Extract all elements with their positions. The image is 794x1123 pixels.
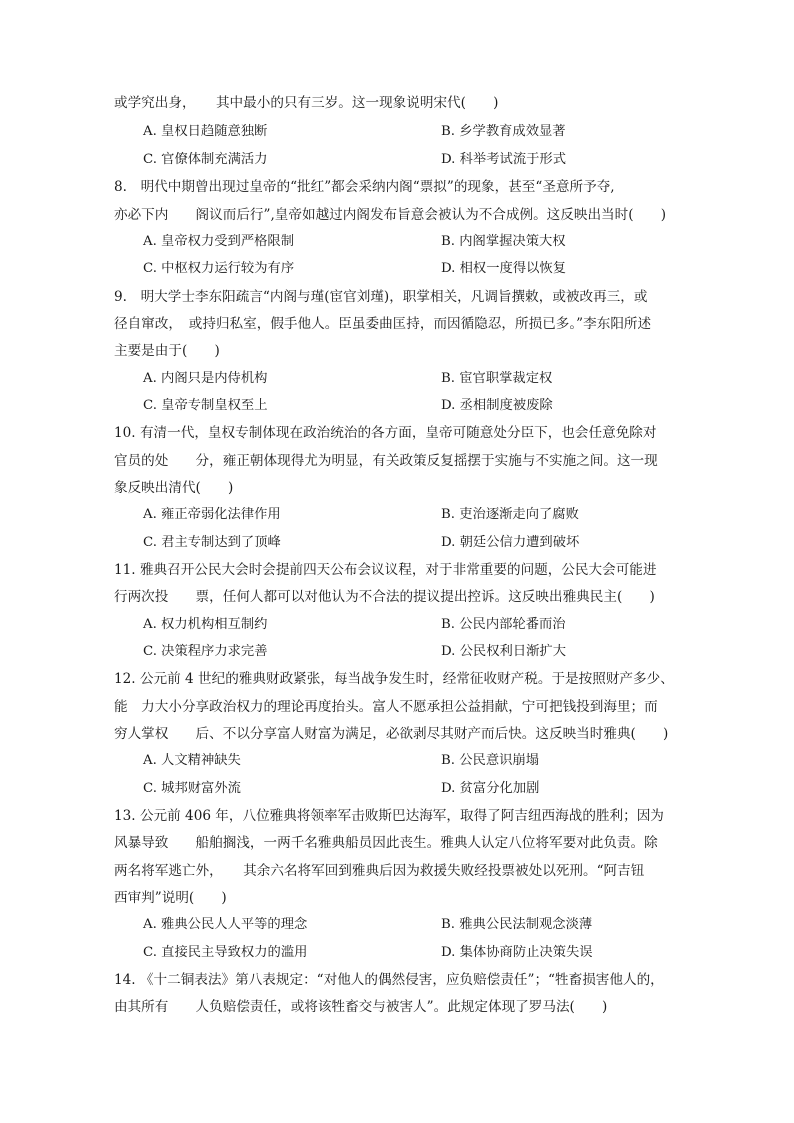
q13-option-c: C. 直接民主导致权力的滥用 [143,945,308,960]
q8-option-a: A. 皇帝权力受到严格限制 [143,234,295,249]
q10-option-b: B. 吏治逐渐走向了腐败 [441,507,579,522]
q11-option-c: C. 决策程序力求完善 [143,644,268,659]
q12-option-c: C. 城邦财富外流 [143,781,241,796]
q13-option-d: D. 集体协商防止决策失误 [441,945,593,960]
question-7-stem-end: 或学究出身， 其中最小的只有三岁。这一现象说明宋代( ) [114,95,499,111]
q8-option-c: C. 中枢权力运行较为有序 [143,261,295,276]
question-14-stem: 由其所有 人负赔偿责任，或将该牲畜交与被害人”。此规定体现了罗马法( ) [114,999,608,1015]
question-11-stem: 11. 雅典召开公民大会时会提前四天公布会议议程，对于非常重要的问题，公民大会可能进 [114,562,657,578]
q8-option-d: D. 相权一度得以恢复 [441,261,567,276]
q12-option-a: A. 人文精神缺失 [143,753,241,768]
question-13-stem: 两名将军逃亡外， 其余六名将军回到雅典后因为救援失败经投票被处以死刑。“阿吉钮 [114,863,645,879]
q11-option-b: B. 公民内部轮番而治 [441,617,566,632]
q11-option-d: D. 公民权利日渐扩大 [441,644,567,659]
q8-option-b: B. 内阁掌握决策大权 [441,234,566,249]
question-12-stem: 能 力大小分享政治权力的理论再度抬头。富人不愿承担公益捐献，宁可把钱投到海里；而 [114,699,658,715]
q7-option-d: D. 科举考试流于形式 [441,152,567,167]
q12-option-d: D. 贫富分化加剧 [441,781,540,796]
q7-option-c: C. 官僚体制充满活力 [143,152,268,167]
q13-option-b: B. 雅典公民法制观念淡薄 [441,917,593,932]
question-11-stem: 行两次投 票，任何人都可以对他认为不合法的提议提出控诉。这反映出雅典民主( ) [114,589,655,605]
question-9-stem: 9. 明大学士李东阳疏言“内阁与瑾(宦官刘瑾)，职掌相关，凡调旨撰敕，或被改再三，或 [114,289,648,305]
q10-option-d: D. 朝廷公信力遭到破坏 [441,535,580,550]
question-13-stem: 13. 公元前 406 年，八位雅典将领率军击败斯巴达海军，取得了阿吉纽西海战的胜利；因为 [114,808,664,824]
question-10-stem: 官员的处 分，雍正朝体现得尤为明显，有关政策反复摇摆于实施与不实施之间。这一现 [114,453,658,469]
q10-option-a: A. 雍正帝弱化法律作用 [143,507,281,522]
q9-option-c: C. 皇帝专制皇权至上 [143,398,268,413]
q9-option-b: B. 宦官职掌裁定权 [441,371,553,386]
q11-option-a: A. 权力机构相互制约 [143,617,268,632]
q9-option-a: A. 内阁只是内侍机构 [143,371,268,386]
q7-option-a: A. 皇权日趋随意独断 [143,124,268,139]
question-9-stem: 径自窜改， 或持归私室，假手他人。臣虽委曲匡持，而因循隐忍，所损已多。”李东阳所述 [114,316,652,332]
question-12-stem: 穷人掌权 后、不以分享富人财富为满足，必欲剥尽其财产而后快。这反映当时雅典( ) [114,726,669,742]
q13-option-a: A. 雅典公民人人平等的理念 [143,917,308,932]
question-13-stem: 风暴导致 船舶搁浅，一两千名雅典船员因此丧生。雅典人认定八位将军要对此负责。除 [114,835,658,851]
question-8-stem: 8. 明代中期曾出现过皇帝的“批红”都会采纳内阁“票拟”的现象，甚至“圣意所予夺, [114,179,615,195]
q7-option-b: B. 乡学教育成效显著 [441,124,566,139]
q9-option-d: D. 丞相制度被废除 [441,398,553,413]
question-9-stem: 主要是由于( ) [114,343,220,359]
question-10-stem: 10. 有清一代，皇权专制体现在政治统治的各方面，皇帝可随意处分臣下，也会任意免除对 [114,425,657,441]
q10-option-c: C. 君主专制达到了顶峰 [143,535,281,550]
question-12-stem: 12. 公元前 4 世纪的雅典财政紧张，每当战争发生时，经常征收财产税。于是按照财产多少、 [114,671,674,687]
question-13-stem: 西审判”说明( ) [114,890,227,906]
question-14-stem: 14. 《十二铜表法》第八表规定：“对他人的偶然侵害，应负赔偿责任”；“牲畜损害他人的， [114,972,664,988]
question-10-stem: 象反映出清代( ) [114,480,234,496]
question-8-stem: 亦必下内 阁议而后行”,皇帝如越过内阁发布旨意会被认为不合成例。这反映出当时( ) [114,207,667,223]
q12-option-b: B. 公民意识崩塌 [441,753,540,768]
